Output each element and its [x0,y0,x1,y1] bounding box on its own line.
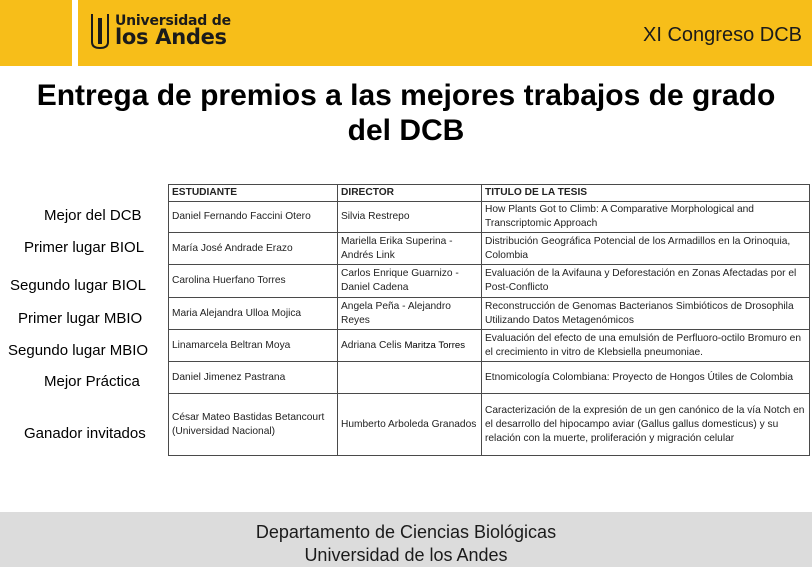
table-row [169,362,810,394]
student-cell: César Mateo Bastidas Betancourt (Universidad Nacional) [169,394,338,456]
column-header-thesis-title: TITULO DE LA TESIS [482,185,810,202]
award-label: Segundo lugar BIOL [10,277,146,294]
student-cell: Daniel Jimenez Pastrana [169,362,338,394]
header-divider [72,0,78,66]
director-cell [338,330,482,362]
thesis-title-cell: Evaluación del efecto de una emulsión de Perfluoro-octilo Bromuro en el crecimiento in vitro de Klebsiella pneumoniae. [482,330,810,362]
column-header-director: DIRECTOR [338,185,482,202]
award-label: Primer lugar BIOL [24,239,145,256]
logo-line2: los Andes [115,25,227,49]
table-row [169,233,810,265]
page-title-line2: del DCB [347,114,465,147]
page-title-line1: Entrega de premios a las mejores trabajos de grado [36,79,776,112]
congress-title: XI Congreso DCB [643,24,802,46]
footer-university: Universidad de los Andes [304,545,508,565]
footer-text [0,521,812,567]
thesis-title-cell: Caracterización de la expresión de un gen canónico de la vía Notch en el desarrollo del hipocampo aviar (Gallus gallus domesticus) y su relación con la muerte, proliferación y migración celular [482,394,810,456]
thesis-title-cell: How Plants Got to Climb: A Comparative Morphological and Transcriptomic Approach [482,202,810,233]
award-label: Primer lugar MBIO [18,310,143,327]
footer-department: Departamento de Ciencias Biológicas [255,522,557,542]
page-title [0,78,812,148]
award-label: Ganador invitados [24,425,146,442]
thesis-title-cell: Etnomicología Colombiana: Proyecto de Hongos Útiles de Colombia [482,362,810,394]
table-row [169,298,810,330]
table-row [169,394,810,456]
director-name: Adriana Celis [341,339,402,351]
director-cell: Silvia Restrepo [338,202,482,233]
award-label: Mejor Práctica [44,373,140,390]
thesis-title-cell: Reconstrucción de Genomas Bacterianos Simbióticos de Drosophila Utilizando Datos Metagenómicos [482,298,810,330]
director-cell: Angela Peña - Alejandro Reyes [338,298,482,330]
award-label: Segundo lugar MBIO [8,342,149,359]
student-cell: Maria Alejandra Ulloa Mojica [169,298,338,330]
table-row [169,202,810,233]
awards-table [168,184,810,456]
university-logo [90,11,231,51]
thesis-title-cell: Evaluación de la Avifauna y Deforestación en Zonas Afectadas por el Post-Conflicto [482,265,810,298]
student-cell: Linamarcela Beltran Moya [169,330,338,362]
student-cell: Carolina Huerfano Torres [169,265,338,298]
director-cell: Humberto Arboleda Granados [338,394,482,456]
logo-line1: Universidad de [115,13,231,29]
award-label: Mejor del DCB [44,207,142,224]
director-cell [338,362,482,394]
logo-emblem-icon [90,12,110,50]
thesis-title-cell: Distribución Geográfica Potencial de los Armadillos en la Orinoquia, Colombia [482,233,810,265]
director-cell: Carlos Enrique Guarnizo - Daniel Cadena [338,265,482,298]
column-header-student: ESTUDIANTE [169,185,338,202]
table-header-row [169,185,810,202]
table-row [169,265,810,298]
table-row [169,330,810,362]
director-extra-name: Maritza Torres [404,339,466,351]
student-cell: Daniel Fernando Faccini Otero [169,202,338,233]
director-cell: Mariella Erika Superina - Andrés Link [338,233,482,265]
student-cell: María José Andrade Erazo [169,233,338,265]
